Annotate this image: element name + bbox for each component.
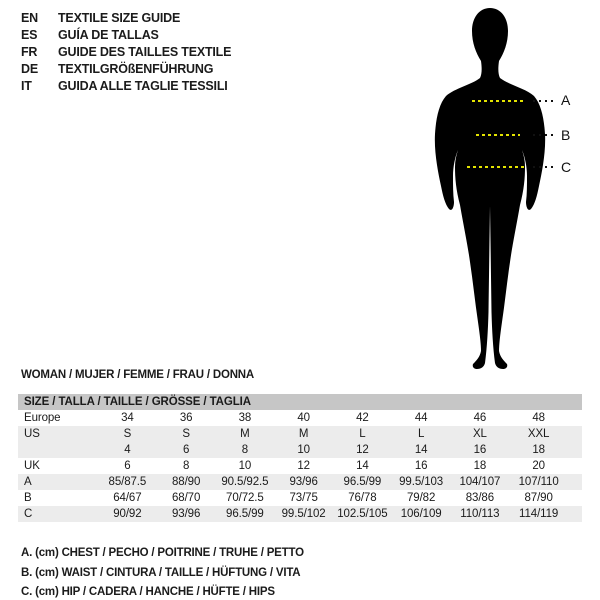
lang-code: ES	[21, 28, 38, 42]
size-cell: 48	[532, 412, 545, 424]
size-cell: 96.5/99	[343, 476, 382, 488]
size-cell: M	[298, 428, 309, 440]
size-cell: 73/75	[289, 492, 318, 504]
size-cell: 85/87.5	[108, 476, 147, 488]
size-table-row	[18, 442, 582, 458]
size-cell: S	[182, 428, 190, 440]
size-cell: 38	[238, 412, 252, 424]
size-cell: M	[240, 428, 250, 440]
size-cell: 70/72.5	[226, 492, 264, 504]
size-cell: S	[123, 428, 132, 440]
size-cell: 40	[297, 412, 310, 424]
row-label	[18, 442, 98, 458]
marker-label-waist: B	[561, 127, 571, 143]
lang-code: EN	[21, 11, 38, 25]
size-cell: 99.5/103	[399, 476, 444, 488]
size-cell: 107/110	[518, 476, 559, 488]
lang-code: DE	[21, 62, 38, 76]
lang-title: TEXTILGRÖßENFÜHRUNG	[58, 62, 214, 76]
size-cell: 104/107	[459, 476, 501, 488]
size-cell: 106/109	[400, 508, 442, 520]
row-label: C	[24, 508, 33, 520]
size-cell: 76/78	[348, 492, 377, 504]
size-cell: 79/82	[406, 492, 436, 504]
size-cell: 90.5/92.5	[221, 476, 269, 488]
size-cell: 64/67	[113, 492, 142, 504]
size-cell: 10	[297, 444, 310, 456]
row-label: US	[24, 428, 40, 440]
size-table-row	[18, 474, 582, 490]
legend-waist: B. (cm) WAIST / CINTURA / TAILLE / HÜFTUNG / VITA	[21, 566, 301, 579]
size-cell: 88/90	[171, 476, 201, 488]
size-cell: 8	[182, 460, 190, 472]
size-cell: 99.5/102	[281, 508, 326, 520]
size-cell: 110/113	[460, 508, 500, 520]
size-cell: 18	[532, 444, 545, 456]
size-table-body	[18, 410, 582, 522]
size-table-header: SIZE / TALLA / TAILLE / GRÖSSE / TAGLIA	[18, 394, 582, 410]
size-cell: 14	[414, 444, 428, 456]
size-cell: 6	[124, 460, 131, 472]
size-cell: 8	[241, 444, 249, 456]
lang-title: GUIDA ALLE TAGLIE TESSILI	[58, 79, 228, 93]
size-cell: 46	[473, 412, 487, 424]
size-cell: 114/119	[519, 508, 559, 520]
size-cell: 90/92	[113, 508, 142, 520]
size-cell: 93/96	[171, 508, 201, 520]
section-title-woman: WOMAN / MUJER / FEMME / FRAU / DONNA	[21, 369, 255, 381]
size-cell: L	[359, 428, 366, 440]
size-table	[18, 394, 582, 522]
lang-title: GUIDE DES TAILLES TEXTILE	[58, 45, 232, 59]
row-label: UK	[24, 460, 40, 472]
size-cell: L	[417, 428, 425, 440]
size-cell: XXL	[527, 428, 550, 440]
size-cell: 83/86	[465, 492, 495, 504]
size-cell: 20	[532, 460, 545, 472]
woman-silhouette	[435, 8, 545, 369]
size-cell: 6	[182, 444, 190, 456]
size-cell: XL	[472, 428, 487, 440]
size-cell: 34	[121, 412, 134, 424]
size-cell: 16	[473, 444, 487, 456]
lang-title: TEXTILE SIZE GUIDE	[58, 11, 181, 25]
size-table-row	[18, 490, 582, 506]
legend-hip: C. (cm) HIP / CADERA / HANCHE / HÜFTE / HIPS	[21, 586, 275, 598]
size-cell: 12	[297, 460, 310, 472]
size-table-row	[18, 410, 582, 426]
size-cell: 44	[414, 412, 428, 424]
size-cell: 42	[356, 412, 369, 424]
row-label: B	[24, 492, 32, 504]
lang-title: GUÍA DE TALLAS	[58, 28, 159, 42]
size-table-row	[18, 458, 582, 474]
marker-label-hip: C	[561, 159, 572, 175]
lang-code: FR	[21, 45, 38, 59]
size-cell: 96.5/99	[226, 508, 264, 520]
size-cell: 16	[414, 460, 428, 472]
legend-chest: A. (cm) CHEST / PECHO / POITRINE / TRUHE / PETTO	[21, 547, 304, 559]
measurement-legend	[21, 544, 304, 600]
size-cell: 36	[179, 412, 193, 424]
size-cell: 14	[356, 460, 369, 472]
size-table-row	[18, 426, 582, 442]
size-cell: 87/90	[524, 492, 553, 504]
size-cell: 10	[238, 460, 252, 472]
size-table-row	[18, 506, 582, 522]
size-cell: 12	[356, 444, 369, 456]
size-cell: 102.5/105	[337, 508, 388, 520]
size-cell: 93/96	[289, 476, 318, 488]
size-cell: 18	[473, 460, 487, 472]
lang-code: IT	[21, 79, 32, 93]
marker-label-chest: A	[561, 92, 571, 108]
row-label: Europe	[24, 412, 61, 424]
size-cell: 68/70	[171, 492, 201, 504]
row-label: A	[24, 476, 32, 488]
size-cell: 4	[124, 444, 131, 456]
